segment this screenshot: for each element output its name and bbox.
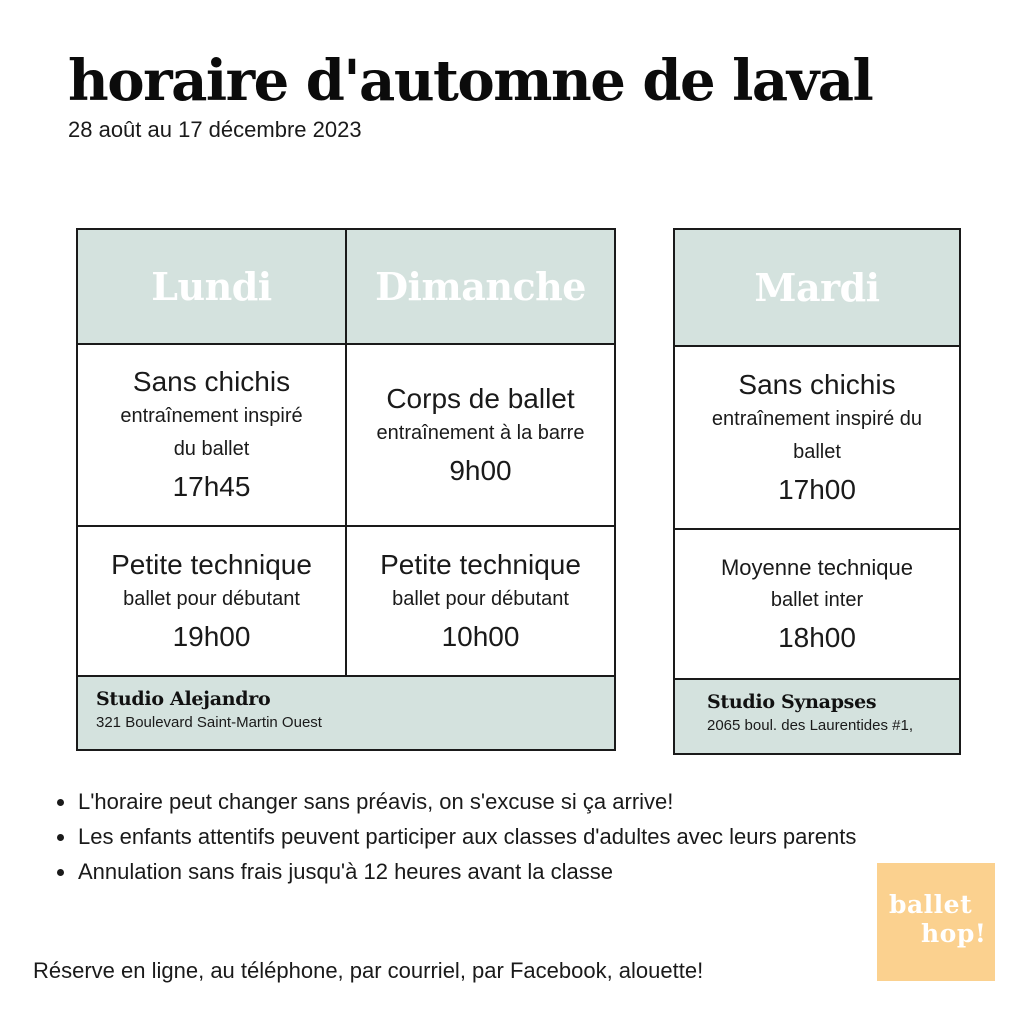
page-title: horaire d'automne de laval xyxy=(68,48,873,114)
schedule-table-synapses xyxy=(673,228,961,755)
ballet-hop-logo xyxy=(877,863,995,981)
class-description: ballet xyxy=(793,440,841,463)
note-item: L'horaire peut changer sans préavis, on s'excuse si ça arrive! xyxy=(52,785,882,818)
class-cell[interactable] xyxy=(347,527,614,677)
class-cell[interactable] xyxy=(675,530,959,680)
class-time: 17h00 xyxy=(778,473,856,505)
studio-address: 2065 boul. des Laurentides #1, xyxy=(707,717,913,734)
class-description: entraînement à la barre xyxy=(376,421,585,444)
class-time: 17h45 xyxy=(172,471,251,502)
notes-list xyxy=(52,785,882,890)
studio-name: Studio Synapses xyxy=(707,691,877,713)
class-cell[interactable] xyxy=(675,347,959,530)
class-time: 9h00 xyxy=(449,454,512,486)
logo-text: ballet xyxy=(889,890,973,919)
booking-info: Réserve en ligne, au téléphone, par courriel, par Facebook, alouette! xyxy=(33,958,704,983)
class-name: Sans chichis xyxy=(738,368,896,400)
class-description: entraînement inspiré du xyxy=(711,407,923,430)
class-cell[interactable] xyxy=(78,345,347,527)
studio-info xyxy=(78,677,614,749)
schedule-table-alejandro xyxy=(76,228,616,751)
class-cell[interactable] xyxy=(347,345,614,527)
note-item: Annulation sans frais jusqu'à 12 heures avant la classe xyxy=(52,855,882,888)
logo-text: hop! xyxy=(921,919,987,948)
class-name: Moyenne technique xyxy=(720,554,914,580)
day-label: Dimanche xyxy=(375,264,586,309)
class-name: Petite technique xyxy=(380,548,581,580)
studio-name: Studio Alejandro xyxy=(96,688,271,710)
class-time: 18h00 xyxy=(778,621,856,653)
class-time: 10h00 xyxy=(441,620,520,652)
class-name: Corps de ballet xyxy=(386,382,575,414)
studio-info xyxy=(675,680,959,753)
day-header-mardi xyxy=(675,230,959,347)
class-cell[interactable] xyxy=(78,527,347,677)
class-description: ballet inter xyxy=(770,588,864,611)
day-label: Lundi xyxy=(151,264,272,309)
class-name: Sans chichis xyxy=(132,366,291,397)
class-time: 19h00 xyxy=(172,620,251,652)
class-description: ballet pour débutant xyxy=(392,587,569,610)
note-item: Les enfants attentifs peuvent participer aux classes d'adultes avec leurs parents xyxy=(52,820,882,853)
class-description: entraînement inspiré xyxy=(120,405,303,427)
date-range: 28 août au 17 décembre 2023 xyxy=(68,117,362,142)
day-header-lundi xyxy=(78,230,347,345)
day-header-dimanche xyxy=(347,230,614,345)
studio-address: 321 Boulevard Saint-Martin Ouest xyxy=(96,714,322,731)
class-name: Petite technique xyxy=(111,548,312,580)
class-description: ballet pour débutant xyxy=(123,587,300,610)
day-label: Mardi xyxy=(754,265,880,310)
class-description: du ballet xyxy=(173,438,250,460)
